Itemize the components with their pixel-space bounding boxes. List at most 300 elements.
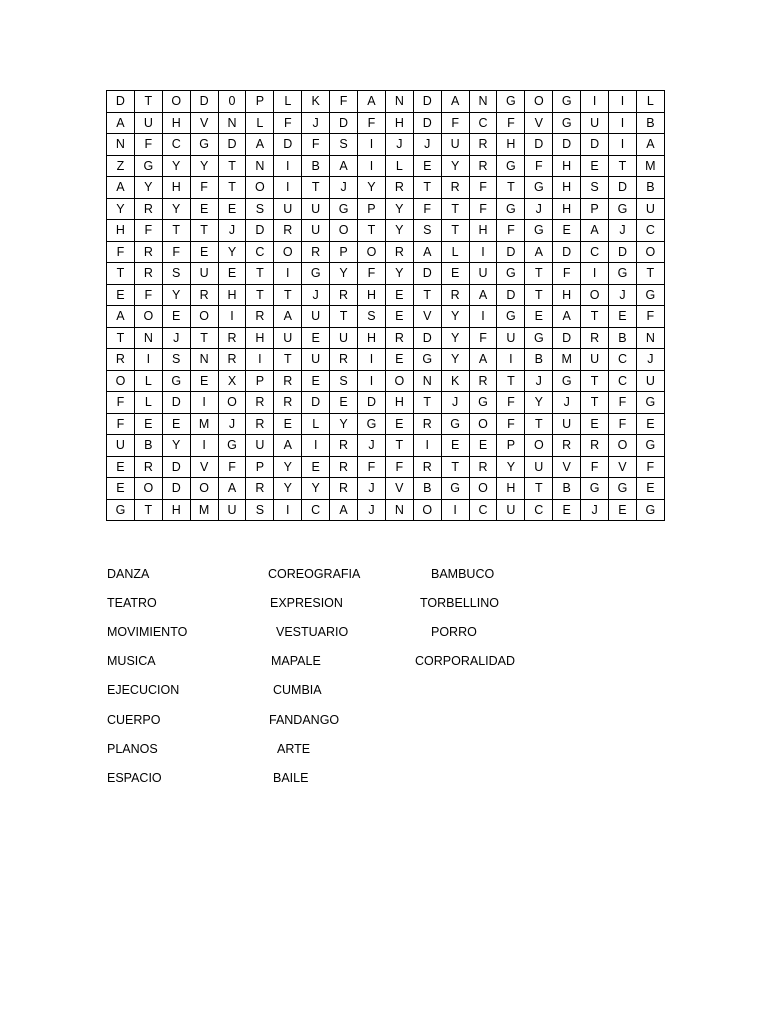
grid-cell: H: [162, 499, 190, 521]
grid-cell: E: [162, 413, 190, 435]
grid-cell: E: [107, 478, 135, 500]
grid-cell: R: [107, 349, 135, 371]
grid-cell: H: [553, 155, 581, 177]
grid-cell: Y: [162, 435, 190, 457]
grid-cell: S: [330, 370, 358, 392]
grid-cell: D: [497, 284, 525, 306]
grid-cell: R: [385, 177, 413, 199]
grid-cell: Y: [385, 220, 413, 242]
grid-cell: R: [413, 413, 441, 435]
grid-cell: F: [385, 456, 413, 478]
grid-cell: I: [246, 349, 274, 371]
grid-cell: R: [246, 478, 274, 500]
grid-cell: C: [525, 499, 553, 521]
grid-cell: E: [302, 370, 330, 392]
grid-cell: L: [274, 91, 302, 113]
grid-cell: F: [218, 456, 246, 478]
grid-cell: Y: [162, 155, 190, 177]
grid-cell: I: [358, 349, 386, 371]
grid-cell: E: [190, 198, 218, 220]
grid-cell: C: [302, 499, 330, 521]
grid-cell: P: [246, 91, 274, 113]
grid-cell: S: [330, 134, 358, 156]
word-item: TEATRO: [107, 596, 157, 610]
grid-cell: J: [553, 392, 581, 414]
grid-cell: I: [609, 134, 637, 156]
grid-cell: G: [497, 155, 525, 177]
grid-cell: N: [385, 499, 413, 521]
grid-cell: F: [134, 134, 162, 156]
grid-cell: Y: [497, 456, 525, 478]
grid-cell: R: [218, 327, 246, 349]
grid-row: [107, 134, 665, 156]
grid-cell: T: [162, 220, 190, 242]
grid-cell: E: [553, 499, 581, 521]
grid-cell: U: [469, 263, 497, 285]
grid-cell: G: [441, 478, 469, 500]
grid-cell: O: [525, 435, 553, 457]
grid-cell: E: [107, 284, 135, 306]
grid-cell: F: [413, 198, 441, 220]
grid-cell: T: [441, 198, 469, 220]
grid-cell: N: [218, 112, 246, 134]
grid-cell: R: [134, 456, 162, 478]
grid-cell: V: [525, 112, 553, 134]
word-search-grid: [106, 90, 665, 521]
grid-cell: R: [330, 284, 358, 306]
grid-cell: E: [609, 306, 637, 328]
grid-cell: F: [302, 134, 330, 156]
grid-cell: T: [581, 306, 609, 328]
grid-cell: E: [581, 413, 609, 435]
grid-cell: E: [385, 284, 413, 306]
grid-cell: R: [134, 241, 162, 263]
grid-cell: R: [218, 349, 246, 371]
grid-cell: J: [162, 327, 190, 349]
grid-cell: I: [218, 306, 246, 328]
grid-cell: A: [358, 91, 386, 113]
grid-cell: G: [190, 134, 218, 156]
grid-cell: F: [274, 112, 302, 134]
grid-cell: O: [330, 220, 358, 242]
grid-cell: G: [497, 263, 525, 285]
grid-cell: G: [134, 155, 162, 177]
grid-cell: H: [358, 284, 386, 306]
grid-cell: F: [469, 327, 497, 349]
word-item: CUMBIA: [273, 683, 322, 697]
grid-cell: T: [581, 392, 609, 414]
grid-cell: I: [358, 155, 386, 177]
grid-cell: T: [413, 284, 441, 306]
grid-cell: Y: [441, 349, 469, 371]
grid-cell: F: [107, 413, 135, 435]
grid-cell: N: [385, 91, 413, 113]
grid-cell: I: [581, 263, 609, 285]
grid-cell: E: [441, 263, 469, 285]
grid-cell: F: [134, 220, 162, 242]
word-item: ARTE: [277, 742, 311, 756]
grid-cell: R: [246, 306, 274, 328]
grid-cell: B: [413, 478, 441, 500]
grid-cell: R: [246, 413, 274, 435]
grid-cell: I: [190, 435, 218, 457]
grid-cell: D: [413, 91, 441, 113]
grid-cell: T: [134, 499, 162, 521]
grid-cell: R: [134, 198, 162, 220]
grid-cell: N: [107, 134, 135, 156]
grid-cell: J: [302, 284, 330, 306]
grid-cell: L: [385, 155, 413, 177]
grid-cell: P: [246, 456, 274, 478]
grid-row: [107, 263, 665, 285]
grid-cell: Y: [302, 478, 330, 500]
grid-cell: I: [609, 112, 637, 134]
word-item: CORPORALIDAD: [415, 654, 516, 668]
grid-cell: G: [358, 413, 386, 435]
grid-cell: G: [525, 327, 553, 349]
grid-cell: J: [218, 220, 246, 242]
grid-cell: J: [358, 478, 386, 500]
grid-cell: G: [497, 91, 525, 113]
grid-cell: I: [274, 499, 302, 521]
grid-cell: Y: [385, 198, 413, 220]
grid-cell: T: [525, 413, 553, 435]
grid-cell: E: [385, 349, 413, 371]
grid-cell: E: [441, 435, 469, 457]
grid-cell: U: [441, 134, 469, 156]
grid-cell: E: [302, 327, 330, 349]
grid-cell: F: [107, 241, 135, 263]
grid-cell: D: [218, 134, 246, 156]
grid-cell: G: [553, 91, 581, 113]
grid-cell: K: [302, 91, 330, 113]
grid-cell: G: [497, 306, 525, 328]
grid-cell: R: [385, 327, 413, 349]
grid-cell: S: [162, 349, 190, 371]
grid-cell: T: [218, 155, 246, 177]
grid-cell: Y: [385, 263, 413, 285]
grid-cell: L: [302, 413, 330, 435]
grid-cell: E: [190, 241, 218, 263]
grid-cell: V: [413, 306, 441, 328]
grid-cell: O: [190, 306, 218, 328]
grid-cell: B: [636, 177, 664, 199]
grid-cell: D: [330, 112, 358, 134]
grid-cell: R: [441, 284, 469, 306]
grid-cell: R: [190, 284, 218, 306]
word-item: MOVIMIENTO: [107, 625, 188, 639]
grid-cell: T: [385, 435, 413, 457]
grid-row: [107, 220, 665, 242]
grid-cell: V: [190, 112, 218, 134]
grid-cell: J: [525, 370, 553, 392]
grid-cell: G: [162, 370, 190, 392]
grid-cell: A: [107, 177, 135, 199]
grid-cell: R: [581, 435, 609, 457]
word-item: VESTUARIO: [276, 625, 349, 639]
grid-cell: O: [385, 370, 413, 392]
grid-cell: U: [525, 456, 553, 478]
word-item: EJECUCION: [107, 683, 180, 697]
grid-cell: R: [330, 456, 358, 478]
grid-cell: Y: [134, 177, 162, 199]
grid-row: [107, 392, 665, 414]
grid-cell: S: [358, 306, 386, 328]
grid-cell: D: [358, 392, 386, 414]
grid-cell: E: [413, 155, 441, 177]
grid-cell: Y: [162, 198, 190, 220]
grid-cell: P: [246, 370, 274, 392]
grid-cell: U: [302, 198, 330, 220]
grid-cell: G: [636, 392, 664, 414]
grid-cell: F: [497, 413, 525, 435]
grid-cell: U: [274, 327, 302, 349]
grid-cell: F: [190, 177, 218, 199]
grid-cell: F: [636, 456, 664, 478]
grid-cell: A: [330, 155, 358, 177]
grid-cell: L: [134, 370, 162, 392]
grid-cell: A: [469, 284, 497, 306]
grid-cell: F: [609, 413, 637, 435]
grid-cell: D: [302, 392, 330, 414]
grid-cell: E: [581, 155, 609, 177]
grid-cell: A: [107, 306, 135, 328]
grid-cell: K: [441, 370, 469, 392]
grid-cell: B: [134, 435, 162, 457]
grid-cell: I: [413, 435, 441, 457]
grid-cell: T: [107, 263, 135, 285]
grid-cell: F: [358, 456, 386, 478]
grid-cell: D: [162, 392, 190, 414]
grid-cell: J: [218, 413, 246, 435]
grid-cell: I: [497, 349, 525, 371]
grid-cell: U: [302, 349, 330, 371]
grid-cell: D: [553, 241, 581, 263]
grid-cell: A: [581, 220, 609, 242]
grid-cell: I: [358, 370, 386, 392]
grid-cell: F: [330, 91, 358, 113]
grid-cell: J: [358, 499, 386, 521]
grid-cell: G: [469, 392, 497, 414]
grid-cell: B: [302, 155, 330, 177]
grid-cell: Y: [441, 155, 469, 177]
grid-cell: A: [441, 91, 469, 113]
grid-row: [107, 155, 665, 177]
grid-cell: G: [609, 263, 637, 285]
grid-cell: R: [274, 220, 302, 242]
grid-cell: M: [190, 413, 218, 435]
grid-cell: O: [134, 306, 162, 328]
grid-cell: H: [469, 220, 497, 242]
grid-cell: M: [636, 155, 664, 177]
grid-cell: C: [636, 220, 664, 242]
grid-cell: N: [134, 327, 162, 349]
grid-cell: J: [581, 499, 609, 521]
word-item: PORRO: [431, 625, 477, 639]
grid-cell: J: [358, 435, 386, 457]
grid-cell: B: [553, 478, 581, 500]
word-item: DANZA: [107, 567, 150, 581]
grid-cell: O: [581, 284, 609, 306]
grid-row: [107, 177, 665, 199]
grid-cell: T: [358, 220, 386, 242]
grid-cell: D: [609, 241, 637, 263]
grid-cell: H: [497, 134, 525, 156]
grid-cell: D: [553, 327, 581, 349]
grid-cell: J: [609, 284, 637, 306]
grid-cell: G: [581, 478, 609, 500]
word-item: TORBELLINO: [420, 596, 499, 610]
grid-cell: Y: [218, 241, 246, 263]
grid-cell: R: [330, 435, 358, 457]
grid-cell: O: [358, 241, 386, 263]
grid-cell: A: [330, 499, 358, 521]
grid-cell: I: [134, 349, 162, 371]
grid-cell: U: [218, 499, 246, 521]
grid-row: [107, 456, 665, 478]
grid-cell: E: [636, 478, 664, 500]
word-item: ESPACIO: [107, 771, 162, 785]
grid-cell: N: [246, 155, 274, 177]
grid-cell: R: [413, 456, 441, 478]
grid-cell: I: [469, 241, 497, 263]
grid-cell: D: [274, 134, 302, 156]
grid-cell: E: [162, 306, 190, 328]
grid-cell: Z: [107, 155, 135, 177]
grid-cell: O: [218, 392, 246, 414]
grid-cell: Y: [330, 263, 358, 285]
grid-cell: F: [553, 263, 581, 285]
grid-row: [107, 306, 665, 328]
grid-cell: Y: [274, 456, 302, 478]
grid-row: [107, 112, 665, 134]
grid-cell: X: [218, 370, 246, 392]
grid-cell: T: [218, 177, 246, 199]
word-item: BAILE: [273, 771, 309, 785]
grid-cell: H: [358, 327, 386, 349]
grid-row: [107, 413, 665, 435]
grid-cell: C: [609, 370, 637, 392]
grid-cell: G: [441, 413, 469, 435]
grid-cell: J: [609, 220, 637, 242]
grid-row: [107, 241, 665, 263]
grid-cell: N: [636, 327, 664, 349]
grid-cell: D: [413, 327, 441, 349]
grid-cell: C: [469, 499, 497, 521]
grid-cell: G: [413, 349, 441, 371]
grid-cell: P: [358, 198, 386, 220]
grid-cell: E: [609, 499, 637, 521]
grid-cell: D: [497, 241, 525, 263]
grid-cell: V: [385, 478, 413, 500]
grid-cell: C: [469, 112, 497, 134]
grid-cell: S: [246, 499, 274, 521]
grid-cell: B: [525, 349, 553, 371]
grid-cell: J: [385, 134, 413, 156]
grid-cell: U: [302, 306, 330, 328]
grid-cell: G: [553, 112, 581, 134]
grid-cell: G: [525, 177, 553, 199]
grid-cell: T: [525, 478, 553, 500]
grid-cell: R: [581, 327, 609, 349]
grid-cell: Y: [525, 392, 553, 414]
grid-cell: F: [609, 392, 637, 414]
grid-cell: E: [525, 306, 553, 328]
grid-cell: R: [469, 134, 497, 156]
grid-cell: I: [274, 155, 302, 177]
grid-cell: T: [525, 284, 553, 306]
grid-row: [107, 327, 665, 349]
grid-cell: Y: [107, 198, 135, 220]
grid-cell: U: [190, 263, 218, 285]
grid-row: [107, 349, 665, 371]
grid-cell: R: [134, 263, 162, 285]
grid-cell: C: [609, 349, 637, 371]
grid-row: [107, 284, 665, 306]
grid-cell: D: [413, 263, 441, 285]
grid-cell: Y: [274, 478, 302, 500]
grid-cell: L: [441, 241, 469, 263]
grid-cell: E: [302, 456, 330, 478]
grid-cell: R: [441, 177, 469, 199]
grid-cell: E: [218, 198, 246, 220]
grid-cell: R: [274, 392, 302, 414]
grid-cell: G: [636, 435, 664, 457]
grid-cell: R: [553, 435, 581, 457]
grid-cell: H: [218, 284, 246, 306]
grid-cell: G: [218, 435, 246, 457]
grid-cell: R: [469, 370, 497, 392]
grid-cell: 0: [218, 91, 246, 113]
grid-cell: J: [525, 198, 553, 220]
grid-cell: T: [190, 220, 218, 242]
grid-cell: F: [441, 112, 469, 134]
grid-cell: S: [581, 177, 609, 199]
grid-cell: F: [497, 112, 525, 134]
grid-cell: O: [134, 478, 162, 500]
grid-row: [107, 499, 665, 521]
grid-cell: J: [330, 177, 358, 199]
word-item: CUERPO: [107, 713, 161, 727]
grid-cell: L: [246, 112, 274, 134]
grid-cell: D: [525, 134, 553, 156]
grid-cell: C: [162, 134, 190, 156]
grid-cell: T: [190, 327, 218, 349]
grid-cell: T: [581, 370, 609, 392]
grid-cell: D: [553, 134, 581, 156]
grid-cell: E: [330, 392, 358, 414]
grid-cell: T: [246, 284, 274, 306]
grid-cell: J: [302, 112, 330, 134]
grid-cell: J: [636, 349, 664, 371]
grid-cell: I: [302, 435, 330, 457]
grid-cell: R: [469, 456, 497, 478]
grid-cell: O: [274, 241, 302, 263]
grid-row: [107, 91, 665, 113]
grid-cell: T: [413, 177, 441, 199]
grid-cell: F: [162, 241, 190, 263]
grid-cell: O: [190, 478, 218, 500]
grid-cell: B: [636, 112, 664, 134]
grid-cell: E: [218, 263, 246, 285]
grid-cell: D: [609, 177, 637, 199]
grid-cell: O: [609, 435, 637, 457]
grid-cell: U: [636, 370, 664, 392]
grid-cell: A: [218, 478, 246, 500]
grid-cell: U: [107, 435, 135, 457]
grid-cell: Y: [358, 177, 386, 199]
grid-cell: F: [134, 284, 162, 306]
